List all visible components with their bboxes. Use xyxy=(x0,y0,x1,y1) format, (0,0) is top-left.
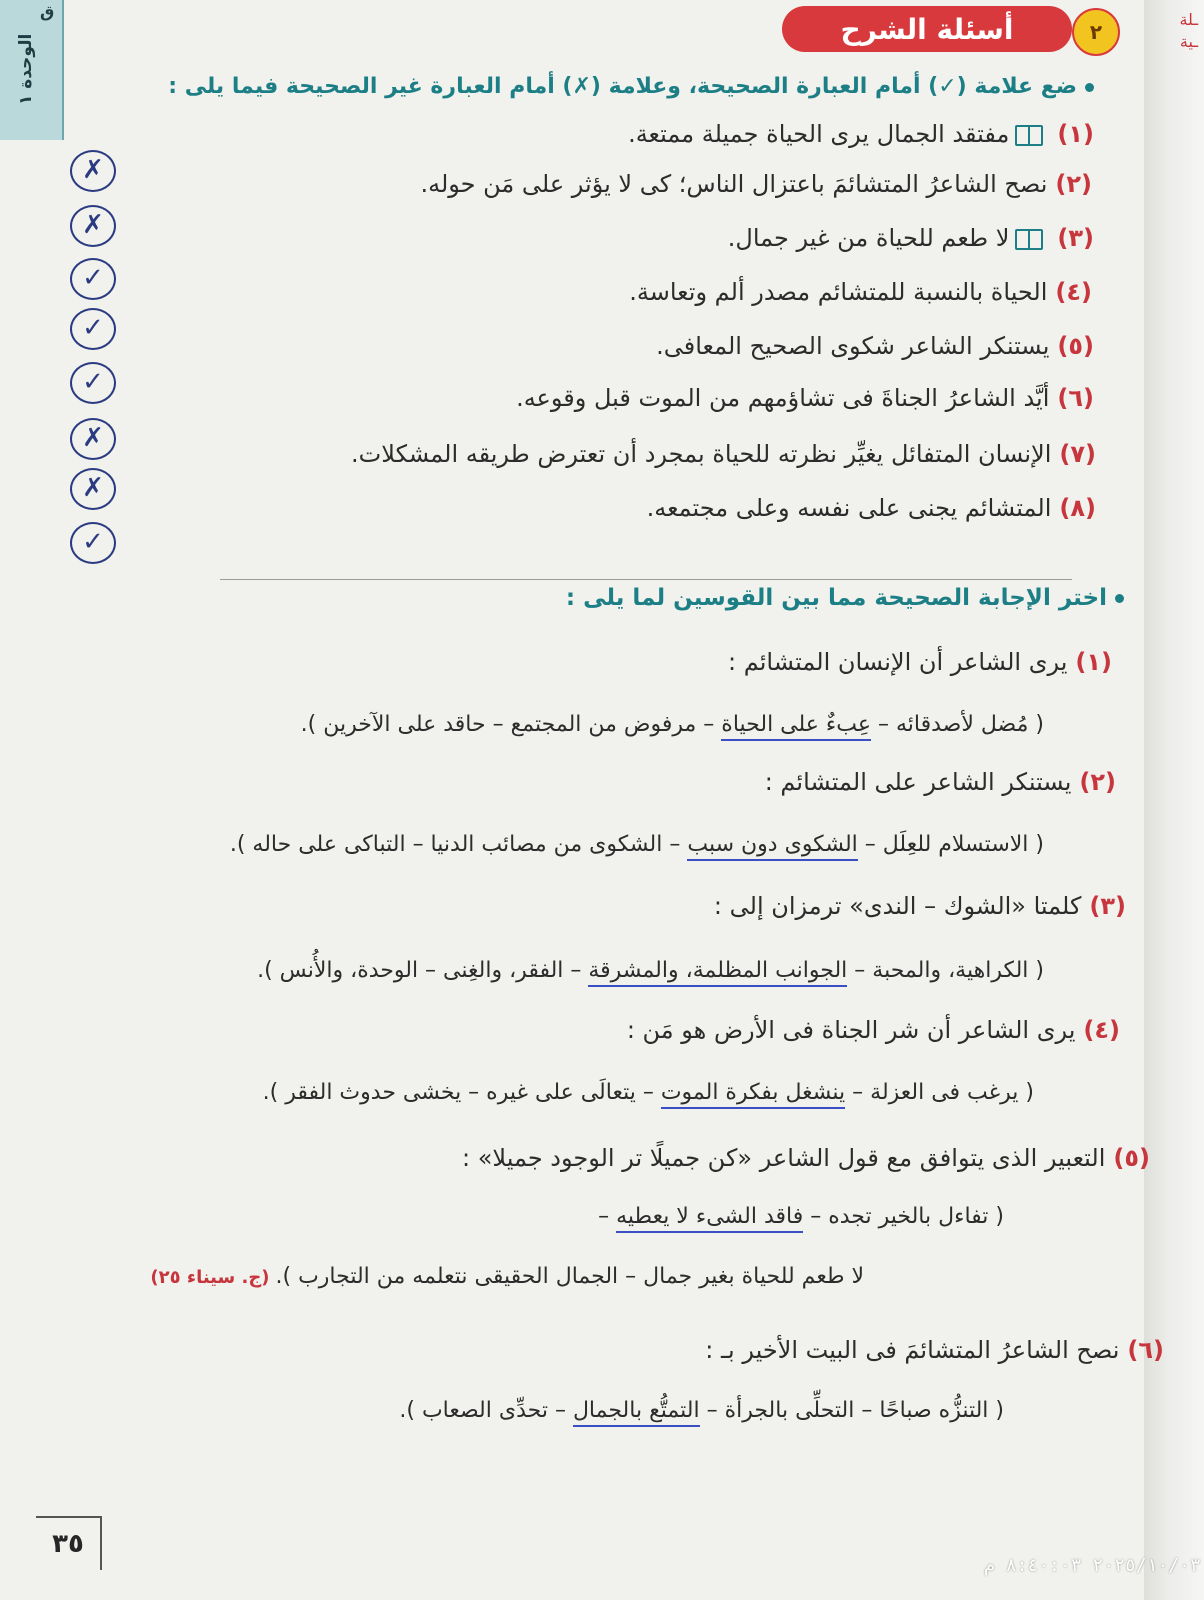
option-text: – مرفوض من المجتمع – حاقد على الآخرين ). xyxy=(300,712,722,737)
edge-text-2: ـية xyxy=(1179,32,1198,51)
answer-options xyxy=(301,712,1044,737)
question-text: يستنكر الشاعر على المتشائم : xyxy=(764,768,1072,796)
statement-item xyxy=(728,224,1094,252)
bullet-icon xyxy=(1085,83,1094,92)
option-text: ( مُضل لأصدقائه – xyxy=(871,712,1044,737)
statement-item xyxy=(629,278,1092,306)
option-text: ( الكراهية، والمحبة – xyxy=(847,958,1044,983)
statement-text: مفتقد الجمال يرى الحياة جميلة ممتعة. xyxy=(628,120,1010,148)
question-text: كلمتا «الشوك – الندى» ترمزان إلى : xyxy=(713,892,1082,920)
question-text: يرى الشاعر أن شر الجناة فى الأرض هو مَن : xyxy=(626,1016,1076,1044)
question-stem xyxy=(705,1336,1164,1364)
statement-text: يستنكر الشاعر شكوى الصحيح المعافى. xyxy=(656,332,1050,360)
statement-text: لا طعم للحياة من غير جمال. xyxy=(727,224,1010,252)
check-mark-icon: ✓ xyxy=(70,522,116,564)
statement-item xyxy=(656,332,1094,360)
statement-text: المتشائم يجنى على نفسه وعلى مجتمعه. xyxy=(646,494,1052,522)
item-number: (٨) xyxy=(1059,494,1096,522)
chosen-answer: عِبءٌ على الحياة xyxy=(721,712,871,741)
statement-text: الإنسان المتفائل يغيِّر نظرته للحياة بمجرد أن تعترض طريقه المشكلات. xyxy=(351,440,1052,468)
option-text: – xyxy=(598,1204,617,1229)
item-number: (٦) xyxy=(1057,384,1094,412)
statement-item xyxy=(420,170,1092,198)
option-text: – الشكوى من مصائب الدنيا – التباكى على حاله ). xyxy=(229,832,688,857)
book-icon xyxy=(1015,125,1043,146)
publisher-logo: ق xyxy=(40,2,55,21)
question-number: (٥) xyxy=(1113,1144,1150,1172)
answer-options xyxy=(257,958,1044,983)
section1-instruction: ضع علامة (✓) أمام العبارة الصحيحة، وعلامة (✗) أمام العبارة غير الصحيحة فيما يلى : xyxy=(168,74,1094,99)
chosen-answer: فاقد الشىء لا يعطيه xyxy=(616,1204,803,1233)
statement-text: أيَّد الشاعرُ الجناةَ فى تشاؤمهم من الموت قبل وقوعه. xyxy=(516,384,1050,412)
statement-item xyxy=(516,384,1094,412)
answer-options xyxy=(263,1080,1034,1105)
edge-text-1: ـلة xyxy=(1179,10,1198,29)
check-mark-icon: ✓ xyxy=(70,308,116,350)
question-stem xyxy=(765,768,1116,796)
check-mark-icon: ✓ xyxy=(70,258,116,300)
statement-text: نصح الشاعرُ المتشائمَ باعتزال الناس؛ كى لا يؤثر على مَن حوله. xyxy=(420,170,1048,198)
section-number-badge: ٢ xyxy=(1072,8,1120,56)
cross-mark-icon: ✗ xyxy=(70,205,116,247)
statement-text: الحياة بالنسبة للمتشائم مصدر ألم وتعاسة. xyxy=(629,278,1048,306)
option-text: – تحدِّى الصعاب ). xyxy=(399,1398,573,1423)
unit-label: الوحدة ١ xyxy=(16,33,36,105)
question-number: (٦) xyxy=(1127,1336,1164,1364)
statement-item xyxy=(647,494,1096,522)
answer-options xyxy=(230,832,1044,857)
question-stem xyxy=(714,892,1126,920)
page-number: ٣٥ xyxy=(36,1516,102,1570)
question-stem xyxy=(627,1016,1120,1044)
item-number: (١) xyxy=(1057,120,1094,148)
photo-timestamp: ٢٠٢٥/١٠/٠٣ ٨:٤٠:٠٣ م xyxy=(984,1555,1201,1576)
exam-source: (ج. سيناء ٢٥) xyxy=(150,1267,270,1288)
option-text: ( تفاءل بالخير تجده – xyxy=(803,1204,1004,1229)
item-number: (٢) xyxy=(1055,170,1092,198)
chosen-answer: الشكوى دون سبب xyxy=(687,832,857,861)
section-title: أسئلة الشرح xyxy=(782,6,1072,52)
check-mark-icon: ✓ xyxy=(70,362,116,404)
answer-options xyxy=(399,1398,1004,1423)
option-text: – الفقر، والغِنى – الوحدة، والأُنس ). xyxy=(257,958,589,983)
question-text: التعبير الذى يتوافق مع قول الشاعر «كن جميلًا تر الوجود جميلا» : xyxy=(462,1144,1106,1172)
question-number: (١) xyxy=(1075,648,1112,676)
answer-options-line2 xyxy=(150,1264,864,1289)
question-number: (٤) xyxy=(1083,1016,1120,1044)
chosen-answer: الجوانب المظلمة، والمشرقة xyxy=(588,958,847,987)
cross-mark-icon: ✗ xyxy=(70,150,116,192)
option-text: – يتعالَى على غيره – يخشى حدوث الفقر ). xyxy=(262,1080,661,1105)
option-text: لا طعم للحياة بغير جمال – الجمال الحقيقى نتعلمه من التجارب ). xyxy=(275,1264,864,1289)
option-text: ( يرغب فى العزلة – xyxy=(845,1080,1034,1105)
cross-mark-icon: ✗ xyxy=(70,418,116,460)
item-number: (٣) xyxy=(1057,224,1094,252)
question-stem xyxy=(728,648,1112,676)
item-number: (٥) xyxy=(1057,332,1094,360)
answer-options xyxy=(598,1204,1004,1229)
statement-item xyxy=(628,120,1094,148)
item-number: (٤) xyxy=(1055,278,1092,306)
chosen-answer: التمتُّع بالجمال xyxy=(573,1398,700,1427)
question-text: يرى الشاعر أن الإنسان المتشائم : xyxy=(728,648,1068,676)
question-text: نصح الشاعرُ المتشائمَ فى البيت الأخير بـ : xyxy=(705,1336,1120,1364)
section2-instruction: اختر الإجابة الصحيحة مما بين القوسين لما يلى : xyxy=(566,585,1124,611)
book-icon xyxy=(1015,229,1043,250)
question-number: (٣) xyxy=(1089,892,1126,920)
question-stem xyxy=(462,1144,1150,1172)
bullet-icon xyxy=(1115,594,1124,603)
question-number: (٢) xyxy=(1079,768,1116,796)
chosen-answer: ينشغل بفكرة الموت xyxy=(661,1080,845,1109)
option-text: ( التنزُّه صباحًا – التحلِّى بالجرأة – xyxy=(699,1398,1004,1423)
item-number: (٧) xyxy=(1059,440,1096,468)
cross-mark-icon: ✗ xyxy=(70,468,116,510)
statement-item xyxy=(351,440,1096,468)
option-text: ( الاستسلام للعِلَل – xyxy=(857,832,1044,857)
divider xyxy=(220,579,1072,580)
